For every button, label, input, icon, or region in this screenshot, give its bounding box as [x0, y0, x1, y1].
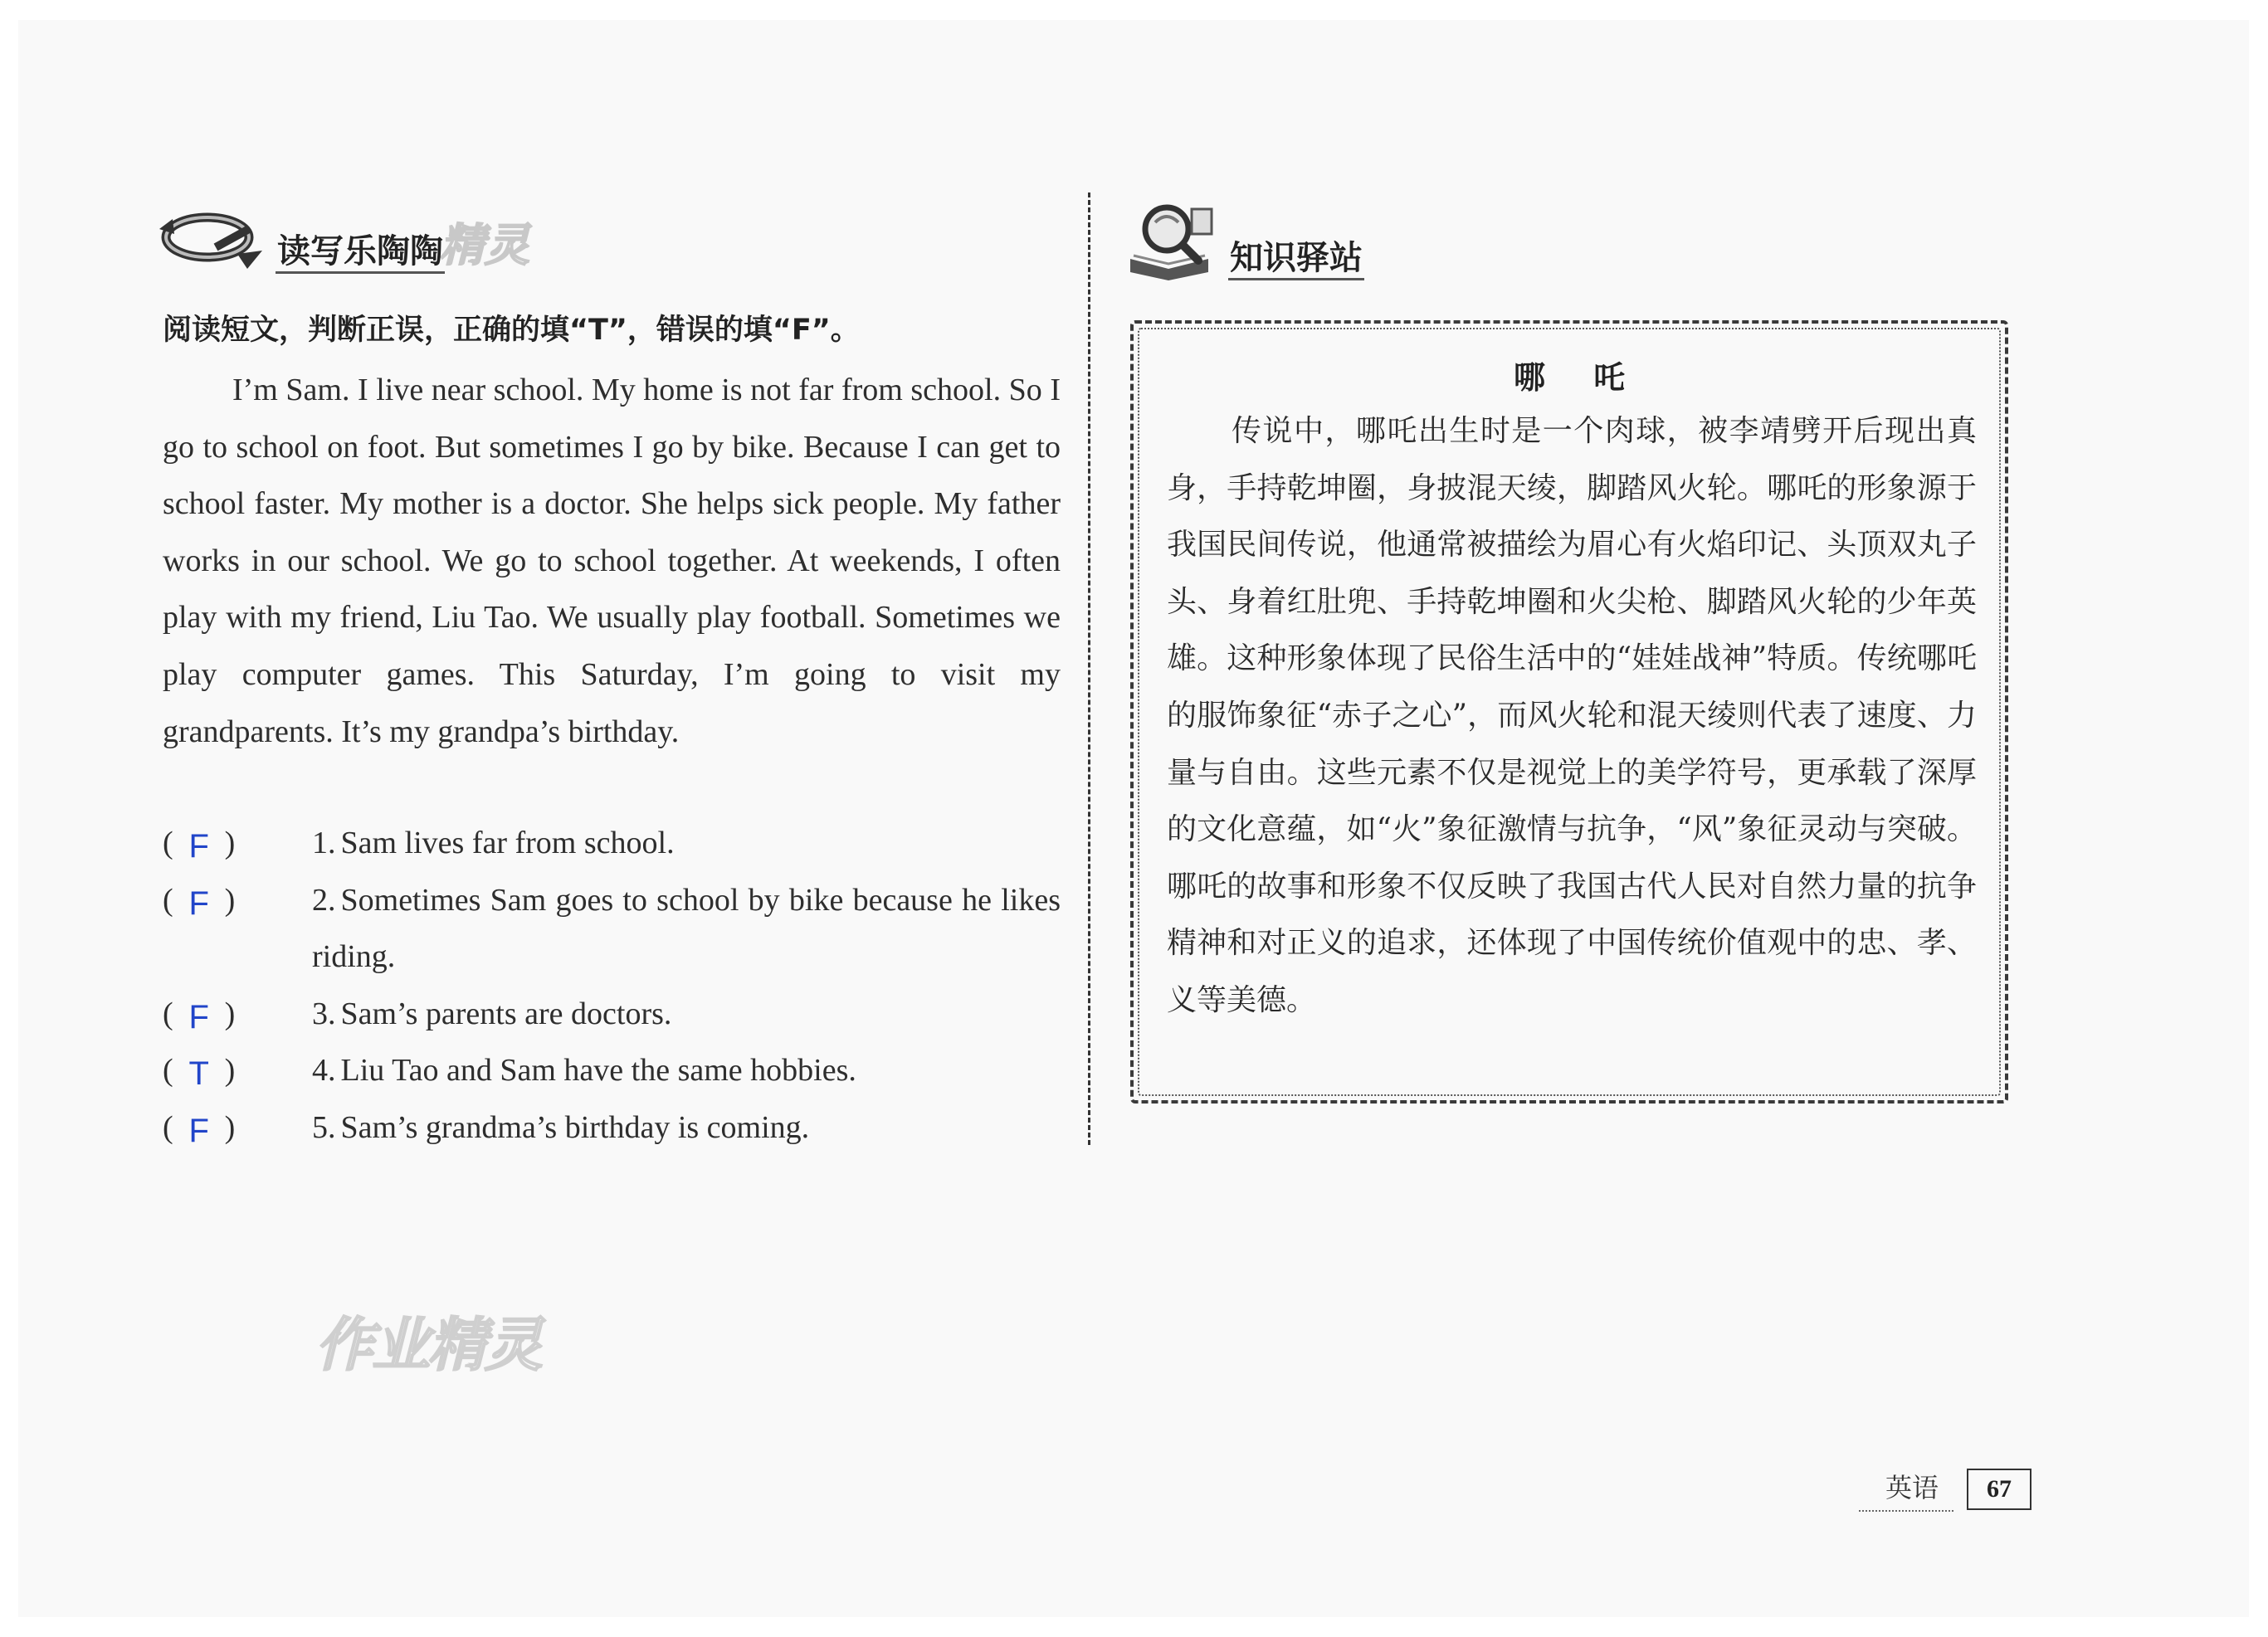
- page-watermark: 作业精灵: [315, 1311, 541, 1379]
- question-text-wrap: [312, 815, 1061, 872]
- subject-label: 英语: [1859, 1467, 1953, 1512]
- answer-mark: F: [188, 828, 209, 865]
- reading-passage: I’m Sam. I live near school. My home is not far from school. So I go to school on foot. But sometimes I go by bike. Because I can get to school faster. My mother is a doctor. She helps sick people. My father works in our school. We go to school together. At weekends, I often play with my friend, Liu Tao. We usually play football. Sometimes we play computer games. This Saturday, I’m going to visit my grandparents. It’s my grandpa’s birthday.: [163, 373, 1061, 749]
- question-number: 5.: [312, 1109, 336, 1145]
- loop-arrow-icon: [158, 204, 267, 274]
- page-footer: [1859, 1467, 2031, 1512]
- knowledge-box-title: 哪吒: [1513, 359, 1673, 396]
- answer-bracket: ( F ): [163, 986, 312, 1043]
- question-item: [163, 872, 1061, 986]
- question-text: Liu Tao and Sam have the same hobbies.: [340, 1053, 856, 1089]
- question-item: [163, 1042, 1061, 1099]
- answer-bracket: ( F ): [163, 872, 312, 986]
- answer-mark: T: [188, 1055, 209, 1093]
- question-text-wrap: [312, 872, 1061, 986]
- question-item: [163, 1099, 1061, 1157]
- question-number: 2.: [312, 882, 336, 918]
- question-text: Sometimes Sam goes to school by bike because he likes riding.: [312, 882, 1061, 975]
- answer-mark: F: [188, 1112, 209, 1149]
- question-list: [163, 815, 1061, 1157]
- question-number: 3.: [312, 996, 336, 1031]
- answer-bracket: ( F ): [163, 1099, 312, 1157]
- answer-bracket: ( F ): [163, 815, 312, 872]
- question-text-wrap: [312, 1042, 1061, 1099]
- knowledge-section-title: 知识驿站: [1228, 240, 1364, 280]
- question-item: [163, 986, 1061, 1043]
- knowledge-section-header: [1125, 201, 1364, 280]
- magnifier-book-icon: [1125, 201, 1217, 280]
- column-divider: [1088, 192, 1090, 1145]
- reading-section-header: [158, 204, 529, 274]
- question-text: Sam’s parents are doctors.: [340, 996, 672, 1031]
- question-text-wrap: [312, 986, 1061, 1043]
- question-item: [163, 815, 1061, 872]
- instruction: 阅读短文，判断正误，正确的填“T”，错误的填“F”。: [163, 314, 860, 347]
- answer-mark: F: [188, 884, 209, 922]
- page-number: 67: [1967, 1469, 2031, 1510]
- question-text: Sam’s grandma’s birthday is coming.: [340, 1109, 810, 1145]
- answer-mark: F: [188, 998, 209, 1035]
- section-watermark: 精灵: [440, 219, 529, 271]
- reading-section-title: 读写乐陶陶: [276, 233, 445, 274]
- question-number: 1.: [312, 826, 336, 860]
- question-text: Sam lives far from school.: [340, 826, 675, 860]
- knowledge-box-text: 传说中，哪吒出生时是一个肉球，被李靖劈开后现出真身，手持乾坤圈，身披混天绫，脚踏风火轮。哪吒的形象源于我国民间传说，他通常被描绘为眉心有火焰印记、头顶双丸子头、身着红肚兜、手持乾坤圈和火尖枪、脚踏风火轮的少年英雄。这种形象体现了民俗生活中的“娃娃战神”特质。传统哪吒的服饰象征“赤子之心”，而风火轮和混天绫则代表了速度、力量与自由。这些元素不仅是视觉上的美学符号，更承载了深厚的文化意蕴，如“火”象征激情与抗争，“风”象征灵动与突破。哪吒的故事和形象不仅反映了我国古代人民对自然力量的抗争精神和对正义的追求，还体现了中国传统价值观中的忠、孝、义等美德。: [1167, 414, 1977, 1017]
- question-number: 4.: [312, 1053, 336, 1089]
- answer-bracket: ( T ): [163, 1042, 312, 1099]
- question-text-wrap: [312, 1099, 1061, 1157]
